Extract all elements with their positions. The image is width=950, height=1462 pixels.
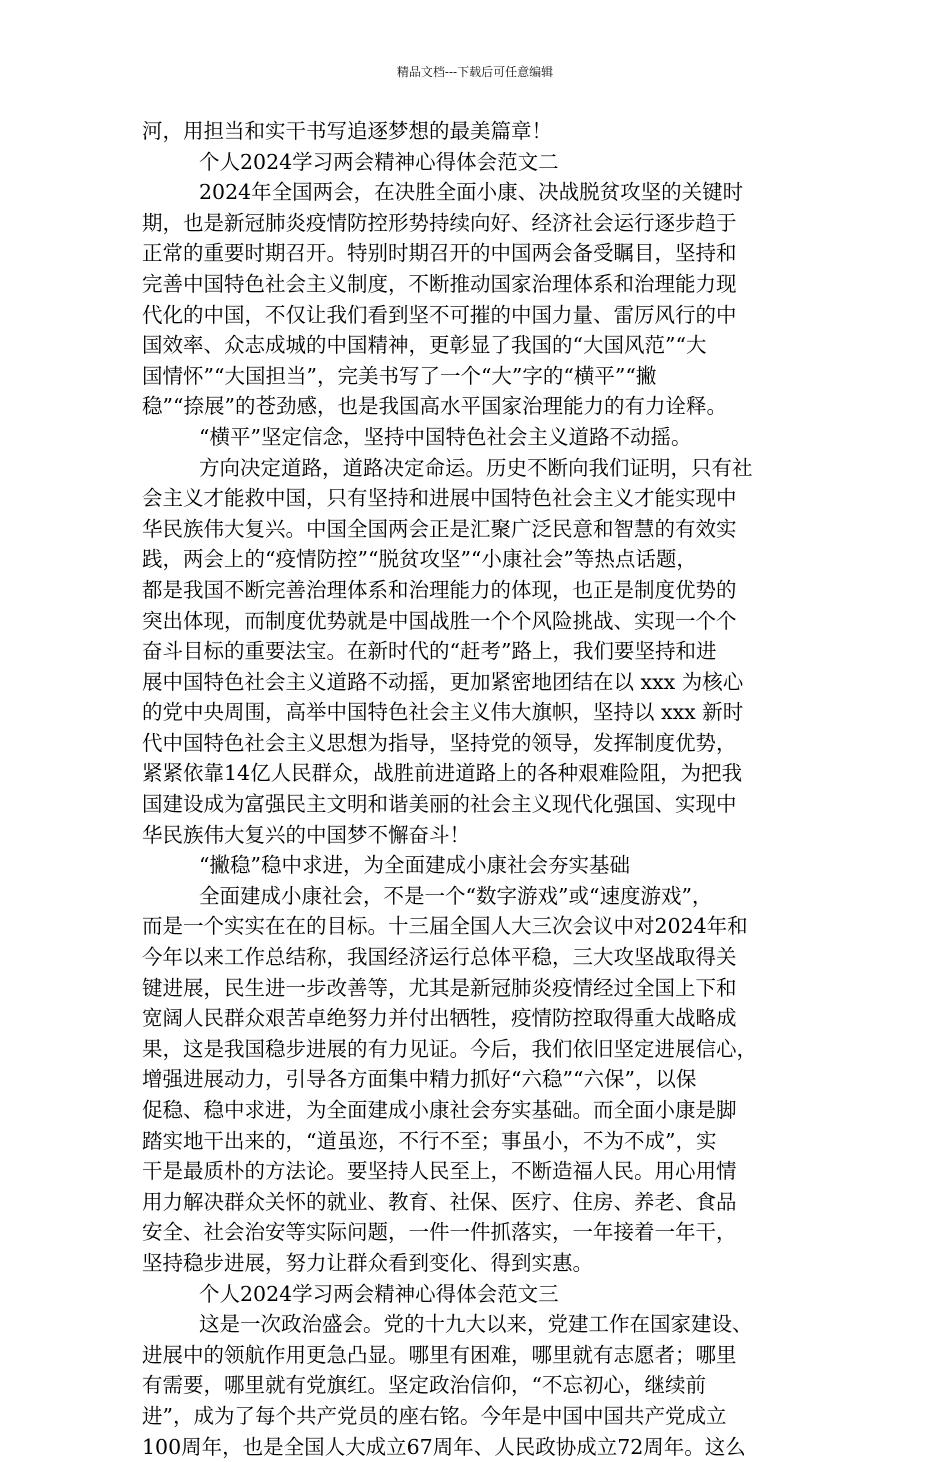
text-line: 期，也是新冠肺炎疫情防控形势持续向好、经济社会运行逐步趋于 — [142, 210, 737, 235]
text-line: 100周年，也是全国人大成立67周年、人民政协成立72周年。这么 — [142, 1434, 746, 1459]
page-header: 精品文档---下载后可任意编辑 — [396, 65, 554, 79]
text-line: 国建设成为富强民主文明和谐美丽的社会主义现代化强国、实现中 — [142, 792, 737, 817]
text-line: 增强进展动力，引导各方面集中精力抓好“六稳”“六保”，以保 — [142, 1067, 697, 1092]
document-body — [142, 116, 824, 1462]
text-line: 个人2024学习两会精神心得体会范文二 — [199, 149, 559, 174]
text-line: 方向决定道路，道路决定命运。历史不断向我们证明，只有社 — [199, 455, 753, 480]
text-line: 促稳、稳中求进，为全面建成小康社会夯实基础。而全面小康是脚 — [142, 1098, 737, 1122]
text-line: “横平”坚定信念，坚持中国特色社会主义道路不动摇。 — [199, 424, 692, 449]
text-line: 稳”“捺展”的苍劲感，也是我国高水平国家治理能力的有力诠释。 — [142, 394, 727, 419]
text-line: 用力解决群众关怀的就业、教育、社保、医疗、住房、养老、食品 — [142, 1189, 737, 1214]
text-line: 踏实地干出来的，“道虽迩，不行不至；事虽小，不为不成”，实 — [142, 1128, 717, 1153]
text-line: 奋斗目标的重要法宝。在新时代的“赶考”路上，我们要坚持和进 — [142, 639, 717, 664]
text-line: 会主义才能救中国，只有坚持和进展中国特色社会主义才能实现中 — [142, 486, 737, 511]
text-line: “撇稳”稳中求进，为全面建成小康社会夯实基础 — [199, 853, 630, 878]
text-line: 都是我国不断完善治理体系和治理能力的体现，也正是制度优势的 — [142, 577, 737, 602]
text-line: 安全、社会治安等实际问题，一件一件抓落实，一年接着一年干， — [142, 1220, 737, 1245]
text-line: 河，用担当和实干书写追逐梦想的最美篇章！ — [142, 119, 552, 143]
text-line: 键进展，民生进一步改善等，尤其是新冠肺炎疫情经过全国上下和 — [142, 975, 737, 1000]
text-line: 突出体现，而制度优势就是中国战胜一个个风险挑战、实现一个个 — [142, 608, 737, 633]
text-line: 全面建成小康社会，不是一个“数字游戏”或“速度游戏”， — [199, 883, 713, 908]
text-line: 华民族伟大复兴。中国全国两会正是汇聚广泛民意和智慧的有效实 — [142, 516, 737, 541]
text-line: 国效率、众志成城的中国精神，更彰显了我国的“大国风范”“大 — [142, 333, 707, 358]
text-line: 坚持稳步进展，努力让群众看到变化、得到实惠。 — [142, 1250, 593, 1275]
text-line: 2024年全国两会，在决胜全面小康、决战脱贫攻坚的关键时 — [199, 180, 744, 205]
text-line: 代中国特色社会主义思想为指导，坚持党的领导，发挥制度优势， — [142, 730, 737, 755]
text-line: 华民族伟大复兴的中国梦不懈奋斗！ — [142, 822, 470, 847]
text-line: 而是一个实实在在的目标。十三届全国人大三次会议中对2024年和 — [142, 914, 748, 939]
text-line: 宽阔人民群众艰苦卓绝努力并付出牺牲，疫情防控取得重大战略成 — [142, 1006, 737, 1031]
text-line: 果，这是我国稳步进展的有力见证。今后，我们依旧坚定进展信心， — [142, 1036, 757, 1061]
text-line: 今年以来工作总结称，我国经济运行总体平稳，三大攻坚战取得关 — [142, 945, 737, 970]
text-line: 这是一次政治盛会。党的十九大以来，党建工作在国家建设、 — [199, 1312, 753, 1337]
text-line: 的党中央周围，高举中国特色社会主义伟大旗帜，坚持以 xxx 新时 — [142, 700, 744, 725]
text-line: 完善中国特色社会主义制度，不断推动国家治理体系和治理能力现 — [142, 271, 737, 296]
text-line: 国情怀”“大国担当”，完美书写了一个“大”字的“横平”“撇 — [142, 363, 657, 388]
text-line: 干是最质朴的方法论。要坚持人民至上，不断造福人民。用心用情 — [142, 1159, 737, 1184]
text-line: 践，两会上的“疫情防控”“脱贫攻坚”“小康社会”等热点话题， — [142, 547, 697, 572]
text-line: 紧紧依靠14亿人民群众，战胜前进道路上的各种艰难险阻，为把我 — [142, 761, 743, 786]
text-line: 展中国特色社会主义道路不动摇，更加紧密地团结在以 xxx 为核心 — [142, 669, 744, 694]
text-line: 进”，成为了每个共产党员的座右铭。今年是中国中国共产党成立 — [142, 1403, 727, 1428]
text-line: 进展中的领航作用更急凸显。哪里有困难，哪里就有志愿者；哪里 — [142, 1342, 737, 1367]
text-line: 代化的中国，不仅让我们看到坚不可摧的中国力量、雷厉风行的中 — [142, 302, 737, 327]
text-line: 个人2024学习两会精神心得体会范文三 — [199, 1281, 559, 1306]
text-line: 正常的重要时期召开。特别时期召开的中国两会备受瞩目，坚持和 — [142, 241, 737, 266]
text-line: 有需要，哪里就有党旗红。坚定政治信仰，“不忘初心，继续前 — [142, 1373, 706, 1398]
